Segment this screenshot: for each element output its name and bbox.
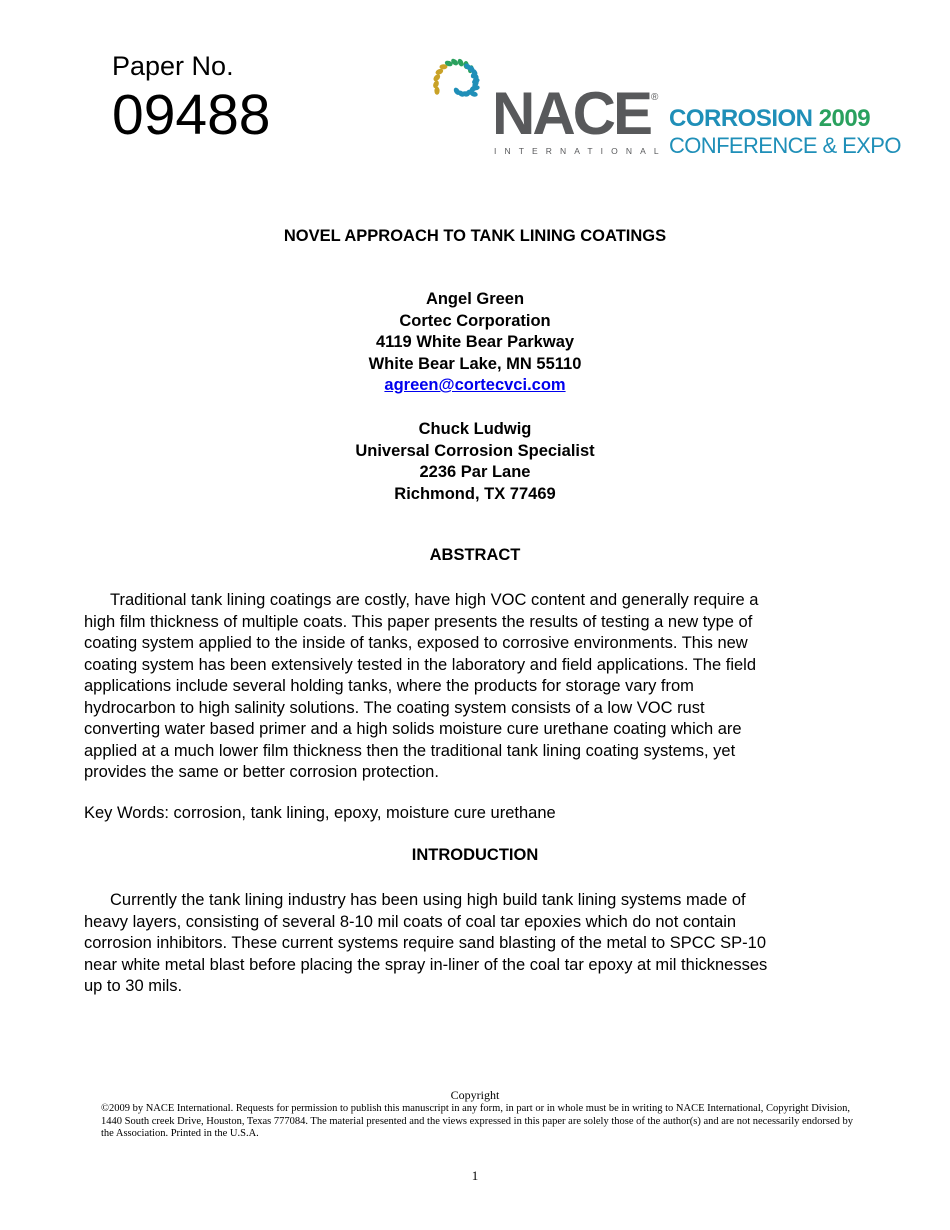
page-number: 1 xyxy=(471,1168,479,1183)
nace-logo-text: NACE xyxy=(492,80,651,147)
paper-title: NOVEL APPROACH TO TANK LINING COATINGS xyxy=(283,227,667,245)
abstract-line: coating system applied to the inside of tanks, exposed to corrosive environments. This new xyxy=(84,634,748,652)
author-block-2 xyxy=(0,419,950,505)
abstract-line: converting water based primer and a high solids moisture cure urethane coating which are xyxy=(84,720,742,738)
introduction-line: up to 30 mils. xyxy=(84,977,183,995)
author-address-line-2: White Bear Lake, MN 55110 xyxy=(368,354,582,373)
author-email-link[interactable]: agreen@cortecvci.com xyxy=(384,376,566,394)
copyright-heading: Copyright xyxy=(450,1088,500,1102)
abstract-line: applications include several holding tanks, where the products for storage vary from xyxy=(84,677,694,695)
abstract-paragraph xyxy=(84,590,874,784)
abstract-line: high film thickness of multiple coats. This paper presents the results of testing a new type of xyxy=(84,612,753,631)
abstract-line: provides the same or better corrosion protection. xyxy=(84,763,439,781)
introduction-line: Currently the tank lining industry has been using high build tank lining systems made of xyxy=(110,891,746,909)
abstract-heading: ABSTRACT xyxy=(429,546,521,564)
keywords: Key Words: corrosion, tank lining, epoxy, moisture cure urethane xyxy=(84,804,556,822)
author-address-line-2: Richmond, TX 77469 xyxy=(394,484,556,503)
author-name: Chuck Ludwig xyxy=(418,420,532,438)
event-subtitle: CONFERENCE & EXPO xyxy=(669,133,901,158)
nace-international-text: INTERNATIONAL xyxy=(494,146,667,156)
author-name: Angel Green xyxy=(425,290,525,308)
author-block-1 xyxy=(0,289,950,397)
introduction-line: heavy layers, consisting of several 8-10 mil coats of coal tar epoxies which do not contain xyxy=(84,912,737,931)
author-organization: Cortec Corporation xyxy=(399,311,551,330)
author-organization: Universal Corrosion Specialist xyxy=(355,441,595,460)
introduction-line: corrosion inhibitors. These current systems require sand blasting of the metal to SPCC SP-10 xyxy=(84,934,767,952)
abstract-line: applied at a much lower film thickness then the traditional tank lining coating systems, yet xyxy=(84,741,736,760)
author-address-line-1: 2236 Par Lane xyxy=(419,463,531,481)
event-year: 2009 xyxy=(818,105,871,132)
paper-label: Paper No. xyxy=(112,51,234,81)
paper-number: 09488 xyxy=(112,83,271,147)
abstract-line: hydrocarbon to high salinity solutions. The coating system consists of a low VOC rust xyxy=(84,698,705,717)
abstract-line: coating system has been extensively tested in the laboratory and field applications. The field xyxy=(84,655,757,674)
event-title xyxy=(669,105,870,133)
author-address-line-1: 4119 White Bear Parkway xyxy=(375,333,575,351)
introduction-heading: INTRODUCTION xyxy=(411,846,539,864)
event-title-word: CORROSION xyxy=(669,105,813,132)
abstract-line: Traditional tank lining coatings are costly, have high VOC content and generally require a xyxy=(110,591,759,609)
copyright-notice: ©2009 by NACE International. Requests for permission to publish this manuscript in any form, in part or in whole must be in writing to NACE International, Copyright Division, 1440 South creek Drive, Houston, Texas 777084. The material presented and the views expressed in this paper are solely those of the author(s) and are not necessarily endorsed by the Association. Printed in the U.S.A. xyxy=(101,1103,854,1139)
introduction-paragraph xyxy=(84,890,874,998)
registered-mark: ® xyxy=(651,92,659,103)
introduction-line: near white metal blast before placing the spray in-liner of the coal tar epoxy at mil thicknesses xyxy=(84,955,768,974)
